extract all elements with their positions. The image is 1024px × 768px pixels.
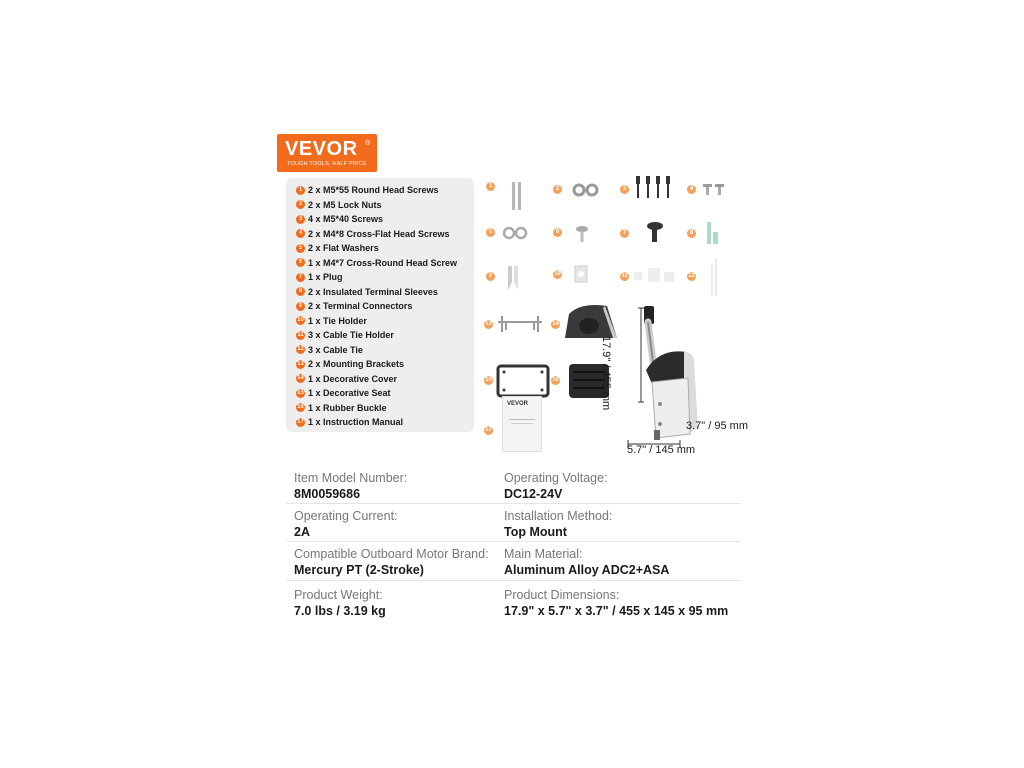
spec-product-dimensions: [504, 588, 764, 618]
terminal-connector-icon: [486, 262, 526, 294]
spec-main-material: [504, 547, 704, 577]
spec-label: Compatible Outboard Motor Brand:: [294, 547, 489, 561]
part-row: [296, 258, 457, 268]
part-cell-3: [620, 176, 680, 206]
part-number-badge: 7: [620, 229, 629, 238]
part-row: [296, 243, 379, 253]
part-number-badge: 5: [296, 244, 305, 253]
part-number-badge: 12: [297, 346, 304, 352]
cable-tie-holder-icon: [620, 266, 680, 288]
spec-divider: [286, 503, 740, 504]
screw-icon: [620, 176, 680, 206]
logo-brand-name: VEVOR: [285, 138, 358, 160]
parts-list-panel: [286, 178, 474, 432]
spec-value: 2A: [294, 525, 310, 539]
part-number-badge: 14: [297, 375, 304, 381]
part-label: 2 x M5*55 Round Head Screws: [308, 185, 439, 195]
terminal-sleeve-icon: [687, 220, 727, 250]
part-cell-5: [486, 226, 536, 244]
part-number-badge: 1: [296, 186, 305, 195]
part-number-badge: 13: [485, 321, 492, 327]
part-number-badge: 17: [297, 418, 304, 425]
part-number-badge: 10: [554, 271, 561, 277]
part-label: 2 x M5 Lock Nuts: [308, 199, 382, 210]
part-cell-1: [486, 182, 546, 212]
part-label: 4 x M5*40 Screws: [308, 214, 384, 224]
logo-slogan: TOUGH TOOLS, HALF PRICE: [287, 161, 367, 167]
part-number-badge: 15: [297, 389, 304, 396]
part-number-badge: 13: [297, 360, 304, 367]
part-number-badge: 6: [296, 258, 305, 267]
part-cell-13: [484, 310, 546, 340]
part-number-badge: 2: [296, 200, 305, 209]
tie-holder-icon: [553, 262, 593, 288]
part-row: [296, 316, 367, 326]
spec-label: Product Dimensions:: [504, 588, 620, 602]
instruction-manual-icon: [502, 396, 542, 452]
spec-operating-voltage: [504, 471, 704, 501]
part-number-badge: 9: [296, 302, 305, 311]
part-number-badge: 16: [297, 404, 304, 410]
part-cell-15: [484, 362, 552, 400]
spec-value: 17.9" x 5.7" x 3.7" / 455 x 145 x 95 mm: [504, 604, 729, 618]
part-number-badge: 14: [552, 321, 559, 327]
part-number-badge: 16: [552, 377, 559, 383]
part-label: 1 x M4*7 Cross-Round Head Screw: [308, 257, 458, 268]
mounting-bracket-icon: [484, 310, 546, 340]
part-row: [296, 388, 391, 398]
part-number-badge: 15: [485, 377, 492, 383]
part-number-badge: 17: [485, 427, 492, 433]
part-cell-11: [620, 266, 680, 288]
spec-value: 7.0 lbs / 3.19 kg: [294, 604, 386, 618]
part-label: 1 x Plug: [308, 272, 343, 282]
part-number-badge: 4: [687, 185, 696, 194]
spec-label: Operating Voltage:: [504, 471, 608, 485]
part-cell-4: [687, 182, 732, 202]
part-label: 1 x Decorative Cover: [308, 373, 398, 384]
part-label: 3 x Cable Tie Holder: [308, 330, 394, 340]
part-number-badge: 10: [297, 317, 304, 323]
part-label: 1 x Instruction Manual: [308, 417, 404, 427]
spec-compatible-motor-brand: [294, 547, 494, 577]
part-cell-2: [553, 182, 603, 202]
part-cell-8: [687, 220, 727, 250]
spec-divider: [286, 580, 740, 581]
part-number-badge: 6: [553, 228, 562, 237]
width-dimension-label: 5.7" / 145 mm: [627, 444, 696, 456]
spec-installation-method: [504, 509, 704, 539]
part-label: 3 x Cable Tie: [308, 344, 363, 355]
plug-icon: [620, 220, 665, 250]
part-number-badge: 9: [486, 272, 495, 281]
part-label: 1 x Rubber Buckle: [308, 402, 387, 413]
part-number-badge: 5: [486, 228, 495, 237]
part-number-badge: 3: [296, 215, 305, 224]
part-cell-9: [486, 262, 526, 294]
manual-brand: VEVOR: [507, 401, 529, 407]
part-row: [296, 403, 387, 413]
part-cell-6: [553, 224, 593, 246]
depth-dimension-label: 3.7" / 95 mm: [686, 420, 748, 432]
spec-divider: [286, 541, 740, 542]
spec-product-weight: [294, 588, 494, 618]
part-row: [296, 200, 382, 210]
spec-value: DC12-24V: [504, 487, 563, 501]
round-head-screw-icon: [553, 224, 593, 246]
part-row: [296, 359, 404, 369]
spec-value: Top Mount: [504, 525, 567, 539]
part-row: [296, 272, 343, 282]
part-row: [296, 374, 397, 384]
height-dimension-line: [636, 306, 646, 406]
part-label: 2 x Flat Washers: [308, 243, 379, 253]
part-row: [296, 229, 450, 239]
part-row: [296, 301, 412, 311]
part-row: [296, 287, 438, 297]
flat-washer-icon: [486, 226, 536, 244]
part-row: [296, 214, 383, 224]
part-label: 1 x Tie Holder: [308, 315, 367, 326]
spec-label: Item Model Number:: [294, 471, 408, 485]
decorative-seat-icon: [484, 362, 552, 400]
cable-tie-icon: [687, 258, 727, 298]
part-number-badge: 11: [297, 331, 304, 338]
part-number-badge: 1: [486, 182, 495, 191]
spec-item-model-number: [294, 471, 494, 501]
part-cell-7: [620, 220, 665, 250]
spec-label: Operating Current:: [294, 509, 398, 523]
round-head-screw-icon: [486, 182, 546, 212]
part-label: 2 x Terminal Connectors: [308, 301, 413, 311]
part-row: [296, 417, 403, 427]
part-number-badge: 7: [296, 273, 305, 282]
spec-operating-current: [294, 509, 494, 539]
part-row: [296, 185, 439, 195]
part-number-badge: 8: [687, 229, 696, 238]
part-row: [296, 330, 394, 340]
part-number-badge: 12: [688, 273, 695, 279]
lock-nut-icon: [553, 182, 603, 202]
part-label: 2 x Mounting Brackets: [308, 359, 405, 369]
part-number-badge: 3: [620, 185, 629, 194]
flat-head-screw-icon: [687, 182, 732, 202]
logo-registered-mark: ®: [365, 140, 371, 147]
part-cell-12: [687, 258, 727, 298]
part-cell-10: [553, 262, 593, 288]
spec-value: Mercury PT (2-Stroke): [294, 563, 424, 577]
spec-value: 8M0059686: [294, 487, 361, 501]
part-number-badge: 2: [553, 185, 562, 194]
height-dimension-label: 17.9" / 455 mm: [600, 336, 612, 411]
part-label: 2 x Insulated Terminal Sleeves: [308, 286, 438, 297]
vevor-logo: [277, 134, 377, 172]
spec-label: Main Material:: [504, 547, 583, 561]
spec-label: Product Weight:: [294, 588, 383, 602]
part-number-badge: 8: [296, 287, 305, 296]
part-label: 1 x Decorative Seat: [308, 388, 391, 398]
spec-label: Installation Method:: [504, 509, 613, 523]
part-number-badge: 11: [621, 273, 628, 279]
part-number-badge: 4: [296, 229, 305, 238]
spec-value: Aluminum Alloy ADC2+ASA: [504, 563, 670, 577]
part-cell-17: [484, 396, 544, 456]
part-label: 2 x M4*8 Cross-Flat Head Screws: [308, 228, 450, 239]
part-row: [296, 345, 363, 355]
